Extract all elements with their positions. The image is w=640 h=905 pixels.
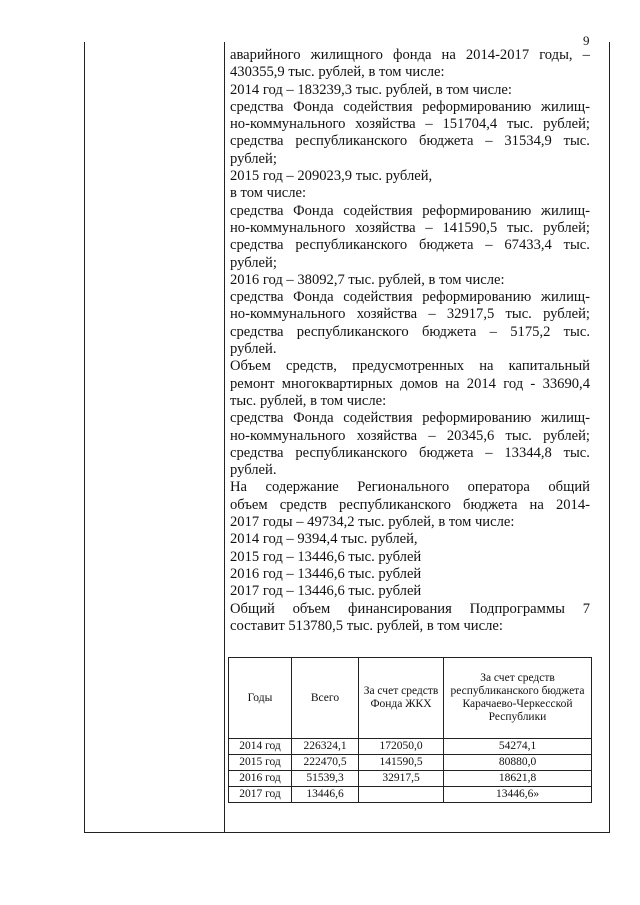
financing-table bbox=[228, 657, 592, 803]
text-line bbox=[230, 497, 590, 514]
word: 151704,4 bbox=[442, 116, 498, 133]
word: бюджета bbox=[419, 133, 474, 150]
word: 31534,9 bbox=[504, 133, 552, 150]
word: хозяйства bbox=[356, 427, 418, 444]
word: – bbox=[425, 219, 433, 236]
word: республиканского bbox=[339, 496, 451, 513]
text-line: 2014 год – 183239,3 тыс. рублей, в том числе: bbox=[230, 81, 512, 98]
word: рублей; bbox=[543, 427, 590, 444]
word: хозяйства bbox=[356, 306, 418, 323]
table-cell: 13446,6» bbox=[444, 787, 592, 803]
text-line bbox=[230, 99, 590, 116]
table-cell: 172050,0 bbox=[359, 739, 444, 755]
word: содействия bbox=[343, 202, 413, 219]
table-cell: 13446,6 bbox=[292, 787, 359, 803]
word: на bbox=[445, 375, 460, 392]
word: 2014- bbox=[555, 496, 590, 513]
word: содействия bbox=[343, 289, 413, 306]
text-line: составит 513780,5 тыс. рублей, в том числе: bbox=[230, 617, 503, 634]
table-header-row bbox=[229, 658, 592, 739]
text-line: тыс. рублей, в том числе: bbox=[230, 392, 387, 409]
table-cell: 2015 год bbox=[229, 755, 292, 771]
word: реформированию bbox=[422, 98, 532, 115]
table-row bbox=[229, 787, 592, 803]
table-row bbox=[229, 771, 592, 787]
table-cell: 141590,5 bbox=[359, 755, 444, 771]
text-line bbox=[230, 445, 590, 462]
word: жилищ- bbox=[540, 98, 590, 115]
text-line bbox=[230, 428, 590, 445]
word: республиканского bbox=[295, 444, 408, 461]
text-line: рублей. bbox=[230, 341, 277, 358]
word: Фонда bbox=[293, 410, 334, 427]
text-line: 2016 год – 13446,6 тыс. рублей bbox=[230, 565, 422, 582]
text-line bbox=[230, 376, 590, 393]
word: 13344,8 bbox=[504, 444, 552, 461]
word: – bbox=[425, 116, 433, 133]
word: ремонт bbox=[230, 375, 275, 392]
word: – bbox=[489, 323, 497, 340]
word: средств, bbox=[286, 358, 337, 375]
word: реформированию bbox=[422, 289, 532, 306]
word: тыс. bbox=[563, 323, 590, 340]
word: средства bbox=[230, 323, 284, 340]
text-line bbox=[230, 133, 590, 150]
word: средства bbox=[230, 444, 284, 461]
word: жилищ- bbox=[540, 202, 590, 219]
word: Фонда bbox=[293, 289, 334, 306]
word: фонда bbox=[392, 47, 432, 63]
table-cell: 226324,1 bbox=[292, 739, 359, 755]
word: хозяйства bbox=[355, 116, 416, 133]
text-line bbox=[230, 47, 590, 64]
text-line: 430355,9 тыс. рублей, в том числе: bbox=[230, 64, 445, 81]
word: – bbox=[485, 444, 493, 461]
word: 67433,4 bbox=[504, 237, 552, 254]
table-cell: 54274,1 bbox=[444, 739, 592, 755]
word: содержание bbox=[265, 479, 339, 496]
word: на bbox=[441, 47, 456, 63]
word: - bbox=[530, 375, 536, 392]
text-line: в том числе: bbox=[230, 185, 307, 202]
table-cell: 2016 год bbox=[229, 771, 292, 787]
word: 7 bbox=[582, 600, 590, 617]
word: тыс. bbox=[563, 444, 590, 461]
word: 2014-2017 bbox=[465, 47, 530, 63]
word: 33690,4 bbox=[542, 375, 590, 392]
word: тыс. bbox=[507, 116, 534, 133]
word: бюджета bbox=[463, 496, 518, 513]
page-number: 9 bbox=[583, 33, 590, 48]
word: аварийного bbox=[230, 47, 301, 63]
body-text bbox=[230, 47, 590, 635]
word: годы, bbox=[539, 47, 573, 63]
word: средств bbox=[279, 496, 327, 513]
word: средства bbox=[230, 98, 284, 115]
text-line bbox=[230, 358, 590, 375]
word: Подпрограммы bbox=[469, 600, 565, 617]
word: тыс. bbox=[507, 219, 534, 236]
word: финансирования bbox=[348, 600, 452, 617]
word: рублей; bbox=[543, 306, 590, 323]
word: на bbox=[529, 496, 544, 513]
header-fund: За счет средств Фонда ЖКХ bbox=[359, 658, 444, 739]
word: но-коммунального bbox=[230, 116, 346, 133]
table-cell: 222470,5 bbox=[292, 755, 359, 771]
header-years: Годы bbox=[229, 658, 292, 739]
word: предусмотренных bbox=[352, 358, 465, 375]
text-line: 2016 год – 38092,7 тыс. рублей, в том числе: bbox=[230, 271, 505, 288]
word: тыс. bbox=[563, 133, 590, 150]
word: Фонда bbox=[293, 202, 334, 219]
table-cell: 80880,0 bbox=[444, 755, 592, 771]
word: рублей; bbox=[543, 219, 590, 236]
text-line bbox=[230, 479, 590, 496]
word: средства bbox=[230, 237, 284, 254]
word: жилищ- bbox=[540, 410, 590, 427]
word: 20345,6 bbox=[446, 427, 495, 444]
word: – bbox=[428, 306, 436, 323]
word: тыс. bbox=[505, 427, 532, 444]
word: общий bbox=[548, 479, 590, 496]
table-cell: 2017 год bbox=[229, 787, 292, 803]
word: 2014 bbox=[466, 375, 496, 392]
word: 5175,2 bbox=[510, 323, 551, 340]
text-line: 2014 год – 9394,4 тыс. рублей, bbox=[230, 531, 418, 548]
word: На bbox=[230, 479, 248, 496]
word: Объем bbox=[230, 358, 271, 375]
word: средства bbox=[230, 202, 284, 219]
table-cell bbox=[359, 787, 444, 803]
word: на bbox=[479, 358, 494, 375]
word: – bbox=[485, 133, 493, 150]
word: 32917,5 bbox=[446, 306, 495, 323]
word: содействия bbox=[343, 98, 413, 115]
text-line: 2015 год – 209023,9 тыс. рублей, bbox=[230, 168, 433, 185]
word: Фонда bbox=[293, 98, 334, 115]
word: объем bbox=[230, 496, 268, 513]
word: реформированию bbox=[422, 410, 532, 427]
word: тыс. bbox=[505, 306, 532, 323]
text-line bbox=[230, 203, 590, 220]
word: жилищного bbox=[310, 47, 383, 63]
text-line: рублей; bbox=[230, 254, 277, 271]
word: капитальный bbox=[508, 358, 590, 375]
word: многоквартирных bbox=[281, 375, 393, 392]
word: реформированию bbox=[422, 202, 532, 219]
word: средства bbox=[230, 289, 284, 306]
word: – bbox=[485, 237, 493, 254]
text-line bbox=[230, 289, 590, 306]
word: средства bbox=[230, 410, 284, 427]
text-line: рублей. bbox=[230, 462, 277, 479]
table-cell: 32917,5 bbox=[359, 771, 444, 787]
word: содействия bbox=[343, 410, 413, 427]
table-cell: 18621,8 bbox=[444, 771, 592, 787]
word: республиканского bbox=[295, 237, 408, 254]
word: республиканского bbox=[296, 323, 409, 340]
word: – bbox=[582, 47, 590, 63]
word: республиканского bbox=[295, 133, 408, 150]
text-line bbox=[230, 410, 590, 427]
text-line bbox=[230, 306, 590, 323]
header-budget: За счет средств республиканского бюджета Карачаево-Черкесской Республики bbox=[444, 658, 592, 739]
text-line: рублей; bbox=[230, 150, 277, 167]
word: оператора bbox=[467, 479, 530, 496]
word: год bbox=[503, 375, 524, 392]
word: но-коммунального bbox=[230, 219, 346, 236]
table-row bbox=[229, 755, 592, 771]
word: бюджета bbox=[419, 444, 474, 461]
word: но-коммунального bbox=[230, 427, 346, 444]
word: 141590,5 bbox=[442, 219, 498, 236]
table-cell: 51539,3 bbox=[292, 771, 359, 787]
word: – bbox=[428, 427, 436, 444]
word: рублей; bbox=[543, 116, 590, 133]
word: хозяйства bbox=[355, 219, 416, 236]
table-row bbox=[229, 739, 592, 755]
text-line bbox=[230, 116, 590, 133]
word: но-коммунального bbox=[230, 306, 346, 323]
word: Регионального bbox=[357, 479, 450, 496]
word: тыс. bbox=[563, 237, 590, 254]
text-line: 2017 годы – 49734,2 тыс. рублей, в том числе: bbox=[230, 514, 515, 531]
text-line bbox=[230, 324, 590, 341]
column-divider bbox=[224, 42, 225, 832]
word: бюджета bbox=[421, 323, 477, 340]
text-line: 2017 год – 13446,6 тыс. рублей bbox=[230, 583, 422, 600]
word: объем bbox=[292, 600, 331, 617]
word: средства bbox=[230, 133, 284, 150]
text-line bbox=[230, 601, 590, 618]
word: Общий bbox=[230, 600, 275, 617]
word: домов bbox=[400, 375, 438, 392]
text-line bbox=[230, 220, 590, 237]
text-line bbox=[230, 237, 590, 254]
header-total: Всего bbox=[292, 658, 359, 739]
word: бюджета bbox=[419, 237, 474, 254]
text-line: 2015 год – 13446,6 тыс. рублей bbox=[230, 548, 422, 565]
table-cell: 2014 год bbox=[229, 739, 292, 755]
word: жилищ- bbox=[540, 289, 590, 306]
